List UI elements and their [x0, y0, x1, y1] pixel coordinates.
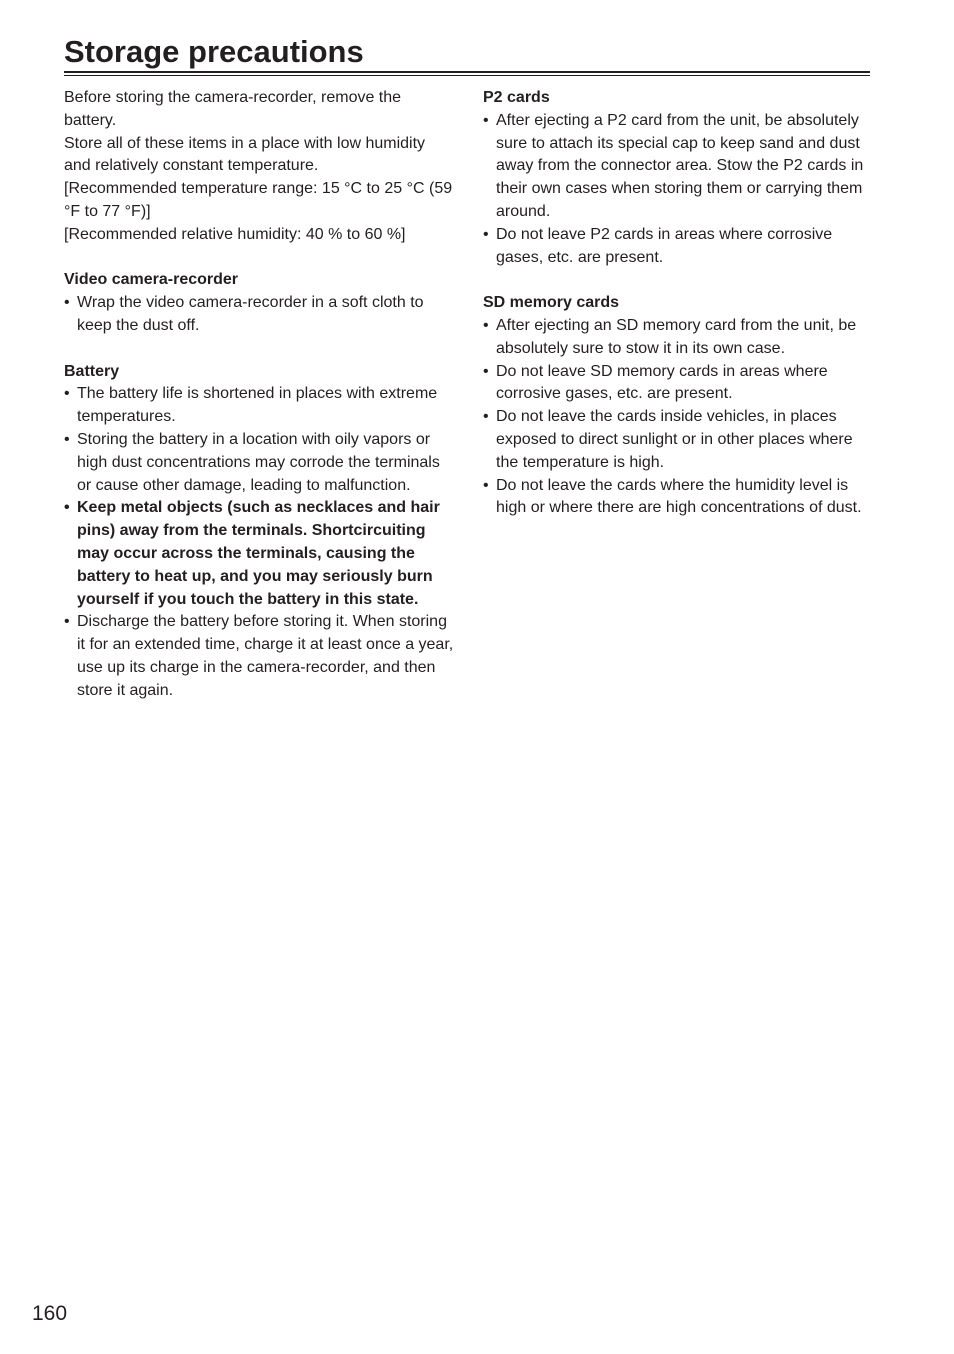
- section-p2-cards: [483, 87, 868, 269]
- bullet-icon: •: [64, 294, 70, 312]
- bullet-icon: •: [64, 499, 70, 517]
- list-item: [64, 429, 456, 497]
- list-item: [483, 475, 868, 521]
- list-item-text: Discharge the battery before storing it. When storing it for an extended time, charge it at least once a year, use up its charge in the camera-recorder, and then store it again.: [77, 613, 454, 699]
- bullet-list: [64, 292, 456, 338]
- title-rule-thin: [64, 75, 870, 76]
- list-item: [64, 611, 456, 702]
- list-item: [64, 383, 456, 429]
- list-item-text: Storing the battery in a location with oily vapors or high dust concentrations may corrode the terminals or cause other damage, leading to malfunction.: [77, 430, 440, 494]
- list-item: [483, 315, 868, 361]
- intro-paragraph: Before storing the camera-recorder, remove the battery.: [64, 89, 402, 129]
- list-item-text: Do not leave the cards inside vehicles, in places exposed to direct sunlight or in other places where the temperature is high.: [496, 408, 853, 471]
- list-item-text: The battery life is shortened in places with extreme temperatures.: [77, 385, 438, 426]
- list-item: [483, 361, 868, 407]
- list-item-text: Wrap the video camera-recorder in a soft cloth to keep the dust off.: [77, 294, 424, 334]
- list-item: [483, 110, 868, 224]
- intro-paragraph: Store all of these items in a place with low humidity and relatively constant temperature.: [64, 134, 426, 175]
- list-item-text: Keep metal objects (such as necklaces and hair pins) away from the terminals. Shortcircuiting may occur across the terminals, causing the battery to heat up, and you may seriously burn yourself if you touch the battery in this state.: [77, 499, 440, 608]
- bullet-list: [483, 315, 868, 520]
- section-video-camera-recorder: [64, 269, 456, 337]
- bullet-list: [483, 110, 868, 270]
- title-rule: [64, 71, 870, 73]
- section-heading: P2 cards: [483, 89, 550, 106]
- warning-list-item: [64, 497, 456, 611]
- intro-paragraph: [Recommended relative humidity: 40 % to 60 %]: [64, 225, 406, 243]
- bullet-icon: •: [64, 613, 70, 631]
- list-item-text: Do not leave the cards where the humidity level is high or where there are high concentrations of dust.: [496, 476, 862, 517]
- list-item-text: Do not leave SD memory cards in areas where corrosive gases, etc. are present.: [496, 362, 828, 403]
- list-item: [64, 292, 456, 338]
- section-heading: Battery: [64, 362, 120, 380]
- section-heading: SD memory cards: [483, 294, 620, 312]
- list-item: [483, 406, 868, 474]
- bullet-icon: •: [64, 430, 70, 448]
- list-item-text: After ejecting an SD memory card from the unit, be absolutely sure to stow it in its own case.: [496, 316, 857, 357]
- list-item-text: After ejecting a P2 card from the unit, be absolutely sure to attach its special cap to keep sand and dust away from the connector area. Stow the P2 cards in their own cases when storing them or carrying them around.: [496, 111, 864, 220]
- page-number: 160: [32, 1302, 68, 1325]
- list-item-text: Do not leave P2 cards in areas where corrosive gases, etc. are present.: [496, 225, 833, 266]
- bullet-icon: •: [483, 111, 489, 129]
- intro-paragraph: [Recommended temperature range: 15 °C to 25 °C (59 °F to 77 °F)]: [64, 180, 453, 220]
- bullet-icon: •: [483, 316, 489, 334]
- bullet-list: [64, 383, 456, 702]
- right-column: [483, 87, 868, 520]
- bullet-icon: •: [483, 476, 489, 494]
- bullet-icon: •: [483, 362, 489, 380]
- left-column: [64, 87, 456, 703]
- section-battery: [64, 361, 456, 703]
- bullet-icon: •: [483, 408, 489, 426]
- bullet-icon: •: [64, 385, 70, 403]
- bullet-icon: •: [483, 225, 489, 243]
- intro-block: [64, 87, 456, 247]
- list-item: [483, 224, 868, 270]
- section-heading: Video camera-recorder: [64, 271, 239, 289]
- section-sd-memory-cards: [483, 292, 868, 520]
- page-title: Storage precautions: [64, 34, 364, 69]
